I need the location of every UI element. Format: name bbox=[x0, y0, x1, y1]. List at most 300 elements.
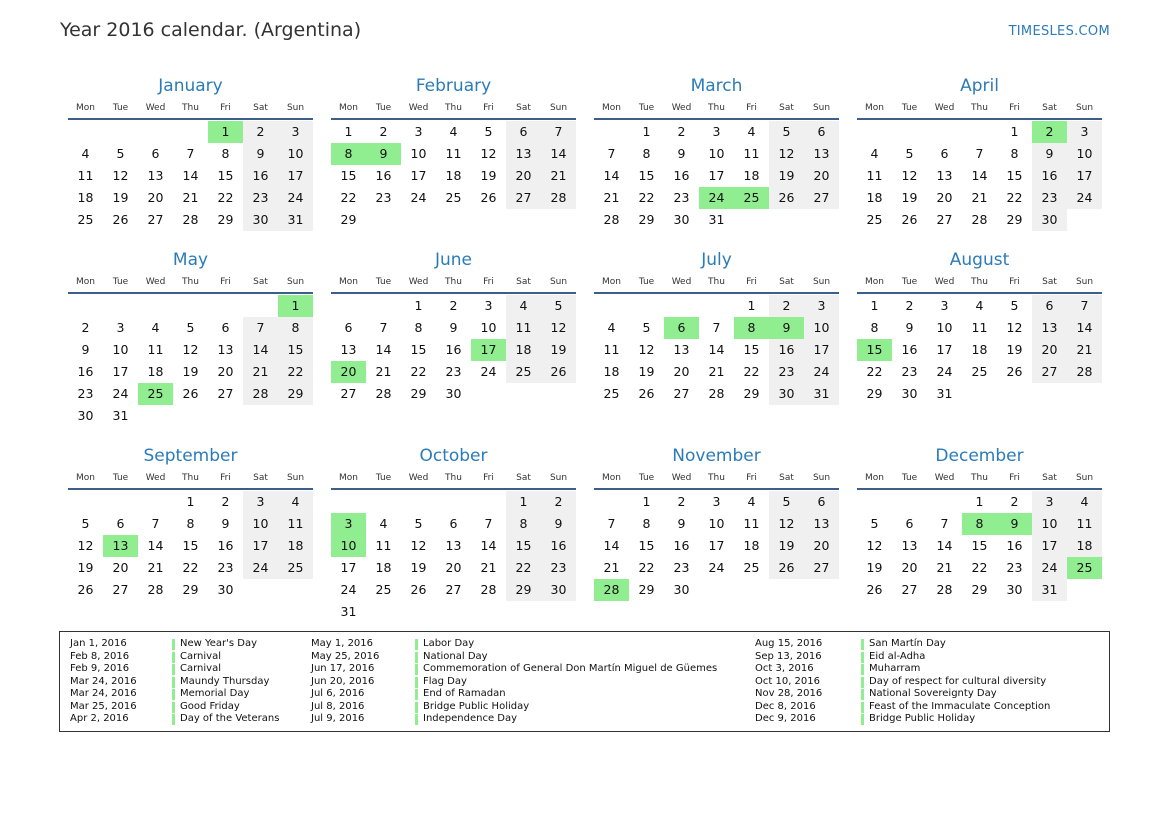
day-cell: 1 bbox=[642, 494, 651, 509]
day-cell: 5 bbox=[81, 516, 90, 531]
weekday-label: Tue bbox=[112, 277, 129, 287]
day-cell: 12 bbox=[1006, 320, 1023, 335]
day-cell: 26 bbox=[77, 582, 94, 597]
day-cell: 4 bbox=[747, 124, 756, 139]
day-cell: 13 bbox=[445, 538, 462, 553]
day-cell: 27 bbox=[936, 212, 953, 227]
day-cell: 15 bbox=[1006, 168, 1023, 183]
day-cell: 17 bbox=[804, 339, 839, 361]
day-cell: 21 bbox=[243, 361, 278, 383]
week-row bbox=[594, 513, 839, 535]
day-cell: 31 bbox=[804, 383, 839, 405]
day-cell: 19 bbox=[480, 168, 497, 183]
holiday-date: Jun 20, 2016 bbox=[311, 675, 375, 687]
day-cell: 18 bbox=[147, 364, 164, 379]
week-row bbox=[857, 579, 1102, 601]
week-row bbox=[68, 579, 313, 601]
day-cell: 26 bbox=[410, 582, 427, 597]
day-cell: 6 bbox=[940, 146, 949, 161]
week-row bbox=[331, 579, 576, 601]
day-cell: 4 bbox=[870, 146, 879, 161]
day-cell: 30 bbox=[541, 579, 576, 601]
day-cell: 24 bbox=[278, 187, 313, 209]
day-cell: 17 bbox=[278, 165, 313, 187]
day-cell: 21 bbox=[182, 190, 199, 205]
holiday-marker bbox=[415, 664, 418, 675]
week-row bbox=[68, 405, 313, 427]
weekday-label: Wed bbox=[408, 473, 429, 483]
day-cell: 5 bbox=[642, 320, 651, 335]
day-cell: 19 bbox=[541, 339, 576, 361]
day-cell: 16 bbox=[445, 342, 462, 357]
month-name: December bbox=[935, 446, 1024, 466]
holiday-day-cell: 15 bbox=[857, 339, 892, 361]
day-cell: 31 bbox=[708, 212, 725, 227]
holiday-date: Mar 24, 2016 bbox=[70, 675, 137, 687]
empty-day-cell bbox=[506, 383, 541, 405]
week-row bbox=[857, 535, 1102, 557]
day-cell: 14 bbox=[541, 143, 576, 165]
day-cell: 28 bbox=[147, 582, 164, 597]
day-cell: 23 bbox=[375, 190, 392, 205]
day-cell: 20 bbox=[673, 364, 690, 379]
empty-day-cell bbox=[401, 209, 436, 231]
holiday-day-cell: 9 bbox=[366, 143, 401, 165]
weekday-label: Wed bbox=[408, 103, 429, 113]
day-cell: 13 bbox=[804, 513, 839, 535]
weekday-label: Mon bbox=[865, 473, 884, 483]
day-cell: 2 bbox=[449, 298, 458, 313]
holiday-day-cell: 8 bbox=[734, 317, 769, 339]
day-cell: 2 bbox=[243, 121, 278, 143]
day-cell: 6 bbox=[804, 491, 839, 513]
month-march bbox=[594, 74, 839, 231]
day-cell: 26 bbox=[480, 190, 497, 205]
week-row bbox=[857, 295, 1102, 317]
day-cell: 30 bbox=[673, 582, 690, 597]
holiday-date: Nov 28, 2016 bbox=[755, 688, 823, 699]
day-cell: 29 bbox=[182, 582, 199, 597]
day-cell: 15 bbox=[340, 168, 357, 183]
empty-day-cell bbox=[506, 601, 541, 623]
day-cell: 16 bbox=[217, 538, 234, 553]
week-row bbox=[594, 339, 839, 361]
day-cell: 12 bbox=[769, 513, 804, 535]
weekday-label: Sun bbox=[1075, 277, 1094, 287]
empty-day-cell bbox=[594, 295, 629, 317]
day-cell: 16 bbox=[375, 168, 392, 183]
week-row bbox=[68, 165, 313, 187]
day-cell: 23 bbox=[217, 560, 234, 575]
day-cell: 12 bbox=[769, 143, 804, 165]
day-cell: 28 bbox=[375, 386, 392, 401]
weekday-header bbox=[857, 272, 1102, 292]
header-rule bbox=[331, 118, 576, 120]
day-cell: 29 bbox=[638, 582, 655, 597]
holiday-name: Carnival bbox=[180, 663, 221, 674]
day-cell: 11 bbox=[866, 168, 883, 183]
week-row bbox=[857, 339, 1102, 361]
day-cell: 1 bbox=[506, 491, 541, 513]
day-cell: 27 bbox=[901, 582, 918, 597]
empty-day-cell bbox=[471, 601, 506, 623]
week-row bbox=[594, 491, 839, 513]
day-cell: 17 bbox=[708, 168, 725, 183]
day-cell: 10 bbox=[804, 317, 839, 339]
holiday-date: Dec 9, 2016 bbox=[755, 713, 816, 724]
day-cell: 7 bbox=[151, 516, 160, 531]
holiday-name: Good Friday bbox=[180, 700, 240, 712]
weekday-label: Tue bbox=[638, 103, 655, 113]
header-rule bbox=[594, 118, 839, 120]
day-cell: 25 bbox=[603, 386, 620, 401]
day-cell: 5 bbox=[905, 146, 914, 161]
holiday-day-cell: 9 bbox=[769, 317, 804, 339]
month-row bbox=[68, 248, 1102, 427]
day-cell: 28 bbox=[936, 582, 953, 597]
week-row bbox=[331, 295, 576, 317]
empty-day-cell bbox=[138, 491, 173, 513]
day-cell: 11 bbox=[603, 342, 620, 357]
week-row bbox=[857, 361, 1102, 383]
holiday-name: National Day bbox=[423, 650, 488, 662]
holiday-day-cell: 20 bbox=[331, 361, 366, 383]
week-row bbox=[331, 491, 576, 513]
holiday-date: Aug 15, 2016 bbox=[755, 638, 823, 649]
holiday-marker bbox=[415, 677, 418, 688]
day-cell: 21 bbox=[708, 364, 725, 379]
holiday-date: Feb 9, 2016 bbox=[70, 663, 130, 674]
day-cell: 19 bbox=[112, 190, 129, 205]
day-cell: 31 bbox=[278, 209, 313, 231]
holiday-name: National Sovereignty Day bbox=[869, 688, 997, 699]
weekday-label: Mon bbox=[339, 103, 358, 113]
day-cell: 11 bbox=[375, 538, 392, 553]
week-row bbox=[594, 317, 839, 339]
weekday-label: Sat bbox=[253, 277, 268, 287]
weekday-label: Sun bbox=[1075, 473, 1094, 483]
day-cell: 19 bbox=[182, 364, 199, 379]
day-cell: 4 bbox=[81, 146, 90, 161]
day-cell: 17 bbox=[112, 364, 129, 379]
empty-day-cell bbox=[857, 491, 892, 513]
weekday-label: Mon bbox=[865, 277, 884, 287]
month-august bbox=[857, 248, 1102, 427]
holiday-marker bbox=[172, 664, 175, 675]
week-row bbox=[857, 513, 1102, 535]
weekday-header bbox=[68, 98, 313, 118]
day-cell: 8 bbox=[414, 320, 423, 335]
week-row bbox=[594, 209, 839, 231]
day-cell: 1 bbox=[344, 124, 353, 139]
weekday-header bbox=[594, 272, 839, 292]
week-row bbox=[594, 557, 839, 579]
empty-day-cell bbox=[541, 383, 576, 405]
day-cell: 16 bbox=[243, 165, 278, 187]
month-april bbox=[857, 74, 1102, 231]
day-cell: 9 bbox=[677, 516, 686, 531]
day-cell: 6 bbox=[905, 516, 914, 531]
day-cell: 1 bbox=[186, 494, 195, 509]
holiday-marker bbox=[415, 714, 418, 725]
day-cell: 4 bbox=[278, 491, 313, 513]
month-name: September bbox=[143, 446, 238, 466]
day-cell: 19 bbox=[77, 560, 94, 575]
day-cell: 5 bbox=[870, 516, 879, 531]
weekday-header bbox=[331, 272, 576, 292]
empty-day-cell bbox=[1032, 383, 1067, 405]
day-cell: 2 bbox=[677, 124, 686, 139]
weekday-label: Wed bbox=[934, 103, 955, 113]
day-cell: 24 bbox=[480, 364, 497, 379]
holiday-date: May 1, 2016 bbox=[311, 638, 374, 649]
day-cell: 2 bbox=[905, 298, 914, 313]
holiday-name: Day of respect for cultural diversity bbox=[869, 675, 1047, 687]
day-cell: 3 bbox=[712, 494, 721, 509]
holiday-date: Feb 8, 2016 bbox=[70, 650, 130, 662]
day-cell: 1 bbox=[870, 298, 879, 313]
holiday-name: Independence Day bbox=[423, 713, 518, 724]
day-cell: 13 bbox=[804, 143, 839, 165]
day-cell: 17 bbox=[936, 342, 953, 357]
week-row bbox=[594, 361, 839, 383]
day-cell: 18 bbox=[375, 560, 392, 575]
weekday-label: Mon bbox=[339, 277, 358, 287]
day-cell: 25 bbox=[375, 582, 392, 597]
week-row bbox=[857, 143, 1102, 165]
holiday-date: Apr 2, 2016 bbox=[70, 713, 129, 724]
week-row bbox=[594, 187, 839, 209]
day-cell: 26 bbox=[182, 386, 199, 401]
week-row bbox=[68, 209, 313, 231]
day-cell: 19 bbox=[638, 364, 655, 379]
day-cell: 21 bbox=[480, 560, 497, 575]
day-cell: 23 bbox=[769, 361, 804, 383]
weekday-label: Sun bbox=[812, 103, 831, 113]
day-cell: 3 bbox=[712, 124, 721, 139]
weekday-header bbox=[594, 98, 839, 118]
day-cell: 30 bbox=[1032, 209, 1067, 231]
week-row bbox=[594, 383, 839, 405]
empty-day-cell bbox=[436, 601, 471, 623]
weekday-label: Mon bbox=[76, 277, 95, 287]
holiday-day-cell: 25 bbox=[1067, 557, 1102, 579]
holiday-day-cell: 2 bbox=[1032, 121, 1067, 143]
week-row bbox=[857, 491, 1102, 513]
day-cell: 10 bbox=[1067, 143, 1102, 165]
weekday-header bbox=[594, 468, 839, 488]
day-cell: 10 bbox=[243, 513, 278, 535]
weekday-label: Wed bbox=[145, 103, 166, 113]
day-cell: 22 bbox=[743, 364, 760, 379]
weekday-label: Tue bbox=[375, 103, 392, 113]
day-cell: 8 bbox=[186, 516, 195, 531]
day-cell: 30 bbox=[243, 209, 278, 231]
holiday-name: Eid al-Adha bbox=[869, 650, 926, 662]
header-rule bbox=[857, 488, 1102, 490]
empty-day-cell bbox=[103, 121, 138, 143]
weekday-label: Tue bbox=[375, 473, 392, 483]
day-cell: 29 bbox=[1006, 212, 1023, 227]
day-cell: 7 bbox=[607, 146, 616, 161]
week-row bbox=[68, 535, 313, 557]
page-title: Year 2016 calendar. (Argentina) bbox=[60, 19, 362, 41]
empty-day-cell bbox=[594, 121, 629, 143]
empty-day-cell bbox=[331, 491, 366, 513]
month-name: June bbox=[434, 250, 473, 270]
weekday-label: Mon bbox=[865, 103, 884, 113]
week-row bbox=[68, 491, 313, 513]
day-cell: 18 bbox=[278, 535, 313, 557]
day-cell: 30 bbox=[217, 582, 234, 597]
day-cell: 31 bbox=[1032, 579, 1067, 601]
day-cell: 12 bbox=[866, 538, 883, 553]
weekday-header bbox=[857, 468, 1102, 488]
holiday-date: Jun 17, 2016 bbox=[311, 663, 375, 674]
day-cell: 10 bbox=[112, 342, 129, 357]
day-cell: 22 bbox=[410, 364, 427, 379]
day-cell: 22 bbox=[866, 364, 883, 379]
day-cell: 1 bbox=[747, 298, 756, 313]
week-row bbox=[331, 317, 576, 339]
day-cell: 7 bbox=[379, 320, 388, 335]
weekday-label: Fri bbox=[220, 473, 231, 483]
day-cell: 12 bbox=[112, 168, 129, 183]
day-cell: 5 bbox=[484, 124, 493, 139]
day-cell: 19 bbox=[1006, 342, 1023, 357]
day-cell: 7 bbox=[186, 146, 195, 161]
weekday-label: Tue bbox=[638, 473, 655, 483]
empty-day-cell bbox=[541, 209, 576, 231]
day-cell: 1 bbox=[414, 298, 423, 313]
day-cell: 14 bbox=[243, 339, 278, 361]
holiday-date: Jul 6, 2016 bbox=[311, 688, 365, 699]
day-cell: 24 bbox=[410, 190, 427, 205]
weekday-label: Thu bbox=[445, 277, 462, 287]
day-cell: 6 bbox=[344, 320, 353, 335]
empty-day-cell bbox=[471, 491, 506, 513]
day-cell: 9 bbox=[1032, 143, 1067, 165]
day-cell: 14 bbox=[375, 342, 392, 357]
day-cell: 6 bbox=[449, 516, 458, 531]
empty-day-cell bbox=[208, 405, 243, 427]
brand-link[interactable]: TIMESLES.COM bbox=[1008, 24, 1110, 39]
day-cell: 26 bbox=[769, 187, 804, 209]
weekday-label: Mon bbox=[76, 103, 95, 113]
empty-day-cell bbox=[436, 209, 471, 231]
day-cell: 27 bbox=[147, 212, 164, 227]
weekday-label: Sun bbox=[1075, 103, 1094, 113]
weekday-label: Fri bbox=[483, 277, 494, 287]
empty-day-cell bbox=[471, 209, 506, 231]
weekday-header bbox=[68, 272, 313, 292]
weekday-label: Fri bbox=[483, 103, 494, 113]
header-rule bbox=[331, 292, 576, 294]
day-cell: 10 bbox=[708, 146, 725, 161]
empty-day-cell bbox=[804, 209, 839, 231]
day-cell: 4 bbox=[975, 298, 984, 313]
empty-day-cell bbox=[506, 209, 541, 231]
week-row bbox=[594, 535, 839, 557]
holiday-date: May 25, 2016 bbox=[311, 650, 380, 662]
day-cell: 9 bbox=[541, 513, 576, 535]
day-cell: 17 bbox=[708, 538, 725, 553]
day-cell: 16 bbox=[901, 342, 918, 357]
weekday-label: Fri bbox=[746, 277, 757, 287]
weekday-label: Mon bbox=[602, 277, 621, 287]
empty-day-cell bbox=[103, 295, 138, 317]
day-cell: 27 bbox=[340, 386, 357, 401]
week-row bbox=[594, 121, 839, 143]
day-cell: 8 bbox=[1010, 146, 1019, 161]
empty-day-cell bbox=[138, 295, 173, 317]
day-cell: 22 bbox=[971, 560, 988, 575]
day-cell: 2 bbox=[1010, 494, 1019, 509]
day-cell: 25 bbox=[278, 557, 313, 579]
header-rule bbox=[857, 118, 1102, 120]
weekday-label: Fri bbox=[483, 473, 494, 483]
day-cell: 6 bbox=[506, 121, 541, 143]
weekday-header bbox=[331, 468, 576, 488]
weekday-label: Thu bbox=[708, 277, 725, 287]
empty-day-cell bbox=[243, 405, 278, 427]
holiday-day-cell: 8 bbox=[331, 143, 366, 165]
day-cell: 29 bbox=[743, 386, 760, 401]
holiday-day-cell: 17 bbox=[471, 339, 506, 361]
day-cell: 23 bbox=[77, 386, 94, 401]
week-row bbox=[857, 121, 1102, 143]
weekday-label: Fri bbox=[746, 473, 757, 483]
day-cell: 3 bbox=[1067, 121, 1102, 143]
month-may bbox=[68, 248, 313, 427]
day-cell: 15 bbox=[506, 535, 541, 557]
day-cell: 5 bbox=[541, 295, 576, 317]
empty-day-cell bbox=[769, 579, 804, 601]
weekday-label: Wed bbox=[145, 473, 166, 483]
holiday-marker bbox=[172, 702, 175, 713]
week-row bbox=[331, 513, 576, 535]
day-cell: 11 bbox=[445, 146, 462, 161]
holiday-marker bbox=[861, 702, 864, 713]
day-cell: 13 bbox=[936, 168, 953, 183]
week-row bbox=[857, 557, 1102, 579]
day-cell: 14 bbox=[971, 168, 988, 183]
weekday-label: Thu bbox=[182, 103, 199, 113]
holiday-date: Oct 10, 2016 bbox=[755, 675, 820, 687]
day-cell: 30 bbox=[673, 212, 690, 227]
day-cell: 19 bbox=[901, 190, 918, 205]
day-cell: 3 bbox=[414, 124, 423, 139]
weekday-header bbox=[68, 468, 313, 488]
weekday-label: Sat bbox=[253, 103, 268, 113]
weekday-label: Wed bbox=[408, 277, 429, 287]
day-cell: 23 bbox=[1032, 187, 1067, 209]
holiday-day-cell: 1 bbox=[278, 295, 313, 317]
day-cell: 26 bbox=[769, 557, 804, 579]
header-rule bbox=[68, 488, 313, 490]
weekday-label: Wed bbox=[934, 473, 955, 483]
weekday-label: Mon bbox=[602, 103, 621, 113]
month-january bbox=[68, 74, 313, 231]
week-row bbox=[68, 361, 313, 383]
month-december bbox=[857, 444, 1102, 623]
day-cell: 4 bbox=[747, 494, 756, 509]
day-cell: 16 bbox=[1032, 165, 1067, 187]
day-cell: 17 bbox=[1067, 165, 1102, 187]
weekday-label: Thu bbox=[182, 473, 199, 483]
holiday-day-cell: 24 bbox=[699, 187, 734, 209]
empty-day-cell bbox=[278, 579, 313, 601]
